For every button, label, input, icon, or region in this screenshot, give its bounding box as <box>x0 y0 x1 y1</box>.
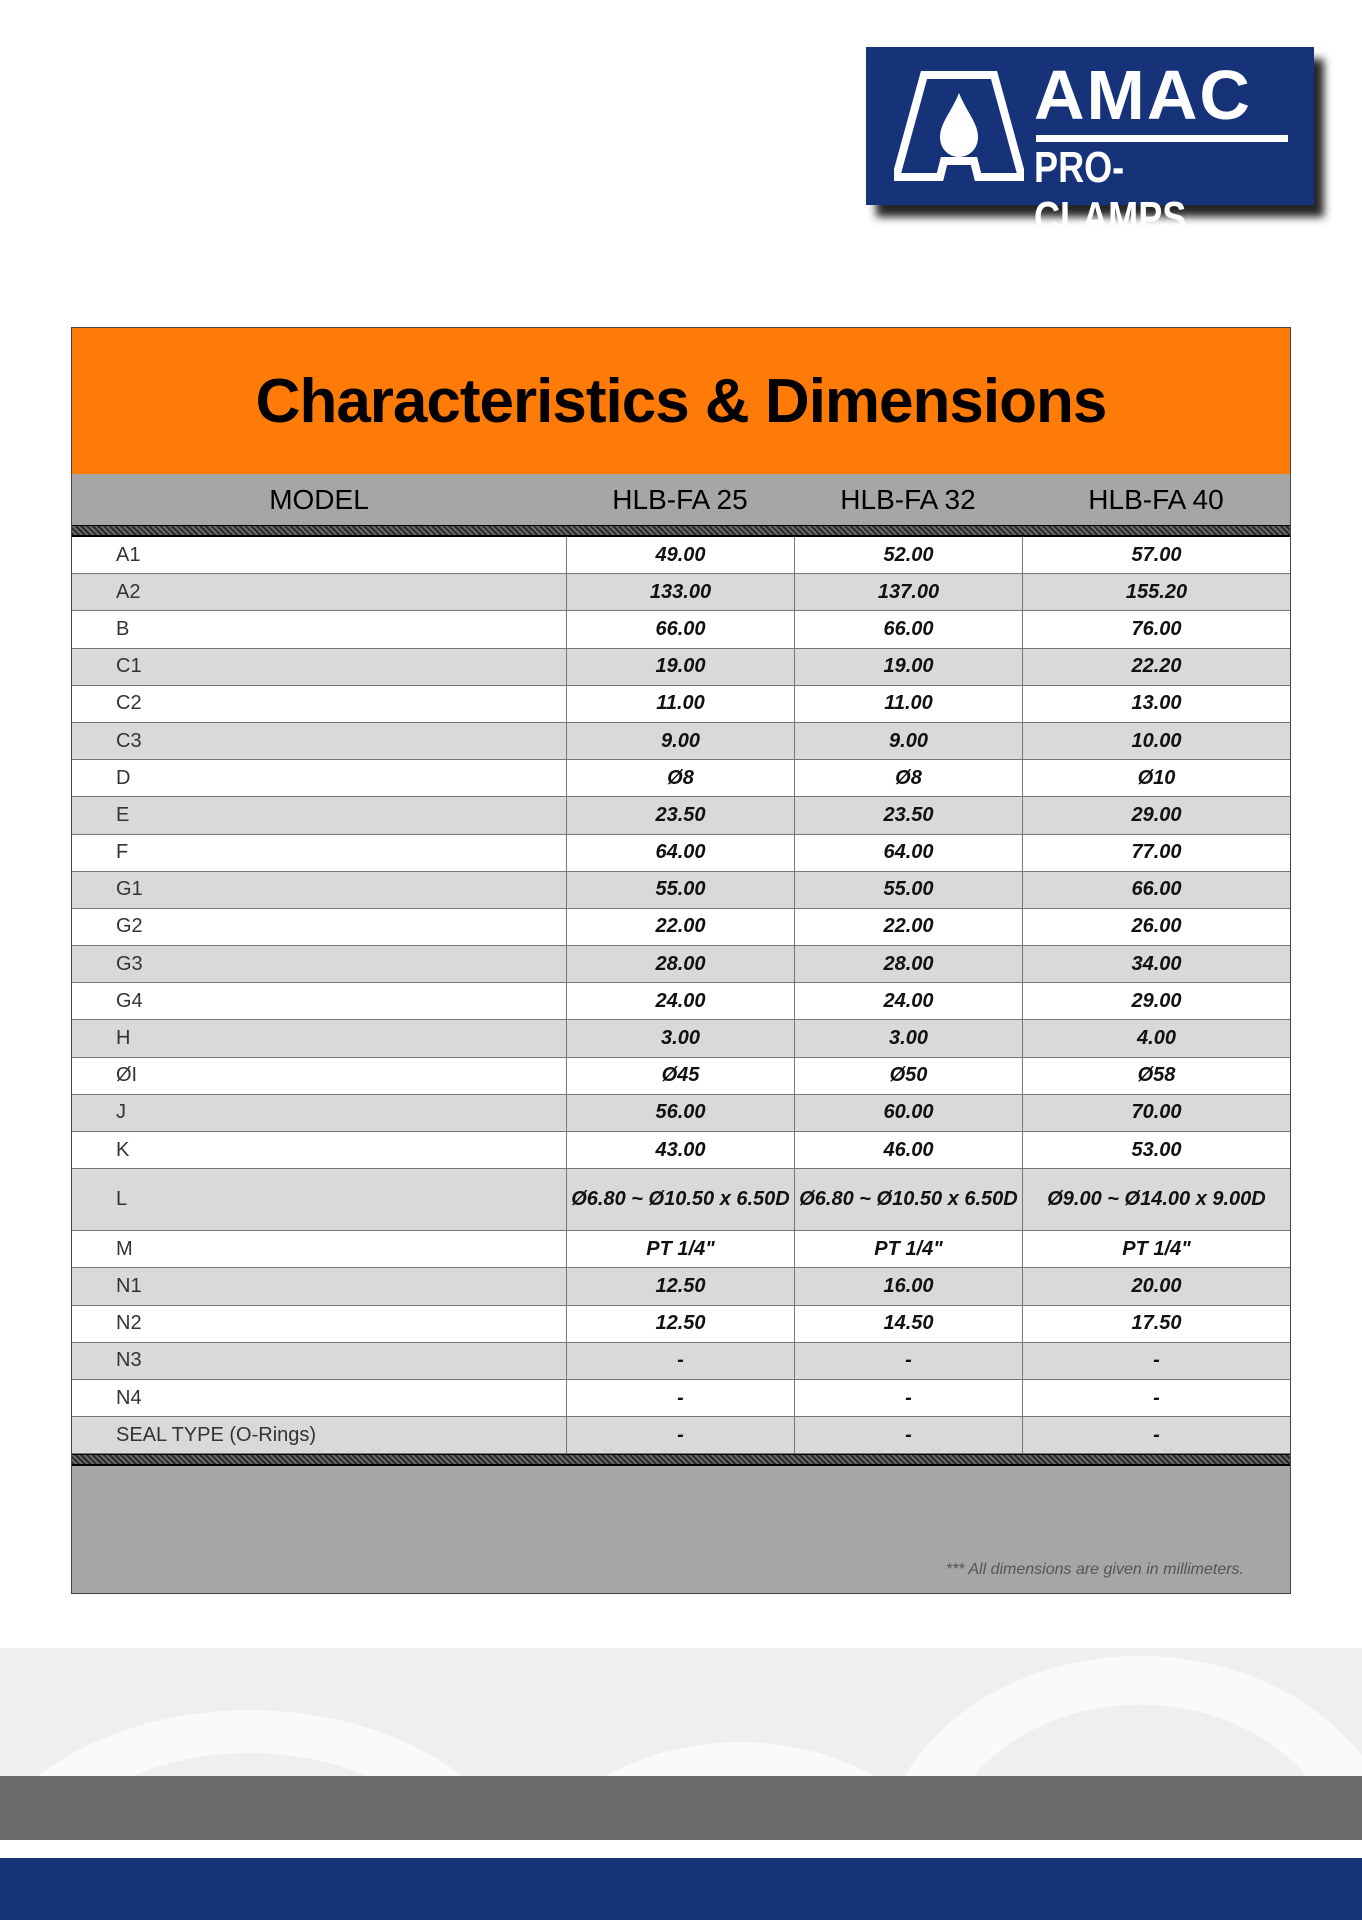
cell-value: 11.00 <box>794 686 1022 722</box>
cell-value: 29.00 <box>1022 983 1290 1019</box>
header-model: MODEL <box>269 483 369 515</box>
cell-value: Ø9.00 ~ Ø14.00 x 9.00D <box>1022 1169 1290 1230</box>
table-row <box>72 1169 1290 1231</box>
table-row <box>72 1380 1290 1417</box>
table-row <box>72 1095 1290 1132</box>
cell-value: 46.00 <box>794 1132 1022 1168</box>
header-col3: HLB-FA 40 <box>1088 483 1224 515</box>
row-label: N4 <box>116 1386 142 1409</box>
cell-value: 57.00 <box>1022 537 1290 573</box>
row-label: ØI <box>116 1064 138 1087</box>
row-label: SEAL TYPE (O-Rings) <box>116 1423 317 1446</box>
footer-navy-band <box>0 1858 1362 1920</box>
cell-value: 19.00 <box>566 649 794 685</box>
table-row <box>72 537 1290 574</box>
units-note: *** All dimensions are given in millimeters. <box>945 1561 1244 1579</box>
table-row <box>72 760 1290 797</box>
cell-value: 56.00 <box>566 1095 794 1131</box>
cell-value: 4.00 <box>1022 1020 1290 1056</box>
row-label: E <box>116 803 130 826</box>
cell-value: 77.00 <box>1022 835 1290 871</box>
cell-value: Ø10 <box>1022 760 1290 796</box>
cell-value: 28.00 <box>566 946 794 982</box>
cell-value: 49.00 <box>566 537 794 573</box>
cell-value: Ø50 <box>794 1058 1022 1094</box>
cell-value: 76.00 <box>1022 611 1290 647</box>
table-row <box>72 946 1290 983</box>
row-label: B <box>116 617 130 640</box>
header-col1: HLB-FA 25 <box>612 483 748 515</box>
table-row <box>72 574 1290 611</box>
logo-line1: AMAC <box>1034 56 1252 134</box>
cell-value: 66.00 <box>1022 872 1290 908</box>
row-label: K <box>116 1138 130 1161</box>
table-row <box>72 1306 1290 1343</box>
cell-value: 22.20 <box>1022 649 1290 685</box>
cell-value: 133.00 <box>566 574 794 610</box>
cell-value: - <box>566 1417 794 1453</box>
table-row <box>72 835 1290 872</box>
row-label: G4 <box>116 989 143 1012</box>
row-label: N2 <box>116 1312 142 1335</box>
cell-value: 43.00 <box>566 1132 794 1168</box>
drop-a-icon <box>894 71 1024 181</box>
table-row <box>72 797 1290 834</box>
table-row <box>72 611 1290 648</box>
cell-value: 137.00 <box>794 574 1022 610</box>
table-row <box>72 1268 1290 1305</box>
cell-value: 55.00 <box>566 872 794 908</box>
cell-value: 34.00 <box>1022 946 1290 982</box>
decorative-rings <box>0 1648 1362 1776</box>
row-label: G2 <box>116 915 143 938</box>
cell-value: 24.00 <box>566 983 794 1019</box>
cell-value: 52.00 <box>794 537 1022 573</box>
row-label: D <box>116 766 131 789</box>
table-row <box>72 1132 1290 1169</box>
cell-value: Ø8 <box>566 760 794 796</box>
table-row <box>72 872 1290 909</box>
row-label: J <box>116 1101 126 1124</box>
table-row <box>72 909 1290 946</box>
cell-value: - <box>1022 1343 1290 1379</box>
row-label: N1 <box>116 1274 142 1297</box>
table-row <box>72 1058 1290 1095</box>
cell-value: 16.00 <box>794 1268 1022 1304</box>
table-footer <box>72 1466 1290 1593</box>
cell-value: 22.00 <box>566 909 794 945</box>
logo-divider <box>1036 135 1288 142</box>
amac-logo <box>866 47 1314 242</box>
cell-value: 9.00 <box>794 723 1022 759</box>
table-body <box>72 537 1290 1454</box>
cell-value: Ø6.80 ~ Ø10.50 x 6.50D <box>794 1169 1022 1230</box>
cell-value: 60.00 <box>794 1095 1022 1131</box>
row-label: A2 <box>116 580 141 603</box>
cell-value: 66.00 <box>794 611 1022 647</box>
row-label: M <box>116 1237 133 1260</box>
table-row <box>72 723 1290 760</box>
row-label: N3 <box>116 1349 142 1372</box>
cell-value: 12.50 <box>566 1268 794 1304</box>
cell-value: 22.00 <box>794 909 1022 945</box>
cell-value: 3.00 <box>566 1020 794 1056</box>
cell-value: 3.00 <box>794 1020 1022 1056</box>
cell-value: - <box>794 1417 1022 1453</box>
table-row <box>72 1417 1290 1454</box>
cell-value: PT 1/4" <box>566 1231 794 1267</box>
row-label: G3 <box>116 952 143 975</box>
divider-stripe <box>72 1454 1290 1466</box>
row-label: H <box>116 1027 131 1050</box>
table-row <box>72 649 1290 686</box>
cell-value: - <box>794 1380 1022 1416</box>
cell-value: Ø8 <box>794 760 1022 796</box>
cell-value: - <box>566 1343 794 1379</box>
header-col2: HLB-FA 32 <box>840 483 976 515</box>
cell-value: 28.00 <box>794 946 1022 982</box>
row-label: L <box>116 1188 128 1211</box>
cell-value: - <box>566 1380 794 1416</box>
cell-value: 20.00 <box>1022 1268 1290 1304</box>
cell-value: 26.00 <box>1022 909 1290 945</box>
cell-value: 19.00 <box>794 649 1022 685</box>
cell-value: PT 1/4" <box>1022 1231 1290 1267</box>
table-row <box>72 686 1290 723</box>
row-label: A1 <box>116 543 141 566</box>
table-row <box>72 1020 1290 1057</box>
cell-value: 14.50 <box>794 1306 1022 1342</box>
table-row <box>72 1231 1290 1268</box>
row-label: F <box>116 841 129 864</box>
table-row <box>72 1343 1290 1380</box>
cell-value: Ø45 <box>566 1058 794 1094</box>
cell-value: 13.00 <box>1022 686 1290 722</box>
cell-value: 9.00 <box>566 723 794 759</box>
divider-stripe <box>72 525 1290 537</box>
cell-value: - <box>794 1343 1022 1379</box>
table-title: Characteristics & Dimensions <box>72 328 1290 474</box>
cell-value: 10.00 <box>1022 723 1290 759</box>
cell-value: 23.50 <box>794 797 1022 833</box>
cell-value: Ø6.80 ~ Ø10.50 x 6.50D <box>566 1169 794 1230</box>
table-row <box>72 983 1290 1020</box>
row-label: C1 <box>116 655 142 678</box>
cell-value: Ø58 <box>1022 1058 1290 1094</box>
dimensions-table <box>71 327 1291 1594</box>
cell-value: 64.00 <box>794 835 1022 871</box>
cell-value: PT 1/4" <box>794 1231 1022 1267</box>
cell-value: 66.00 <box>566 611 794 647</box>
cell-value: 55.00 <box>794 872 1022 908</box>
row-label: G1 <box>116 878 143 901</box>
cell-value: - <box>1022 1380 1290 1416</box>
cell-value: 64.00 <box>566 835 794 871</box>
cell-value: 53.00 <box>1022 1132 1290 1168</box>
cell-value: 29.00 <box>1022 797 1290 833</box>
cell-value: 17.50 <box>1022 1306 1290 1342</box>
cell-value: - <box>1022 1417 1290 1453</box>
cell-value: 24.00 <box>794 983 1022 1019</box>
logo-line2: PRO-CLAMPS <box>1034 143 1187 242</box>
table-header <box>72 474 1290 525</box>
cell-value: 12.50 <box>566 1306 794 1342</box>
cell-value: 11.00 <box>566 686 794 722</box>
footer-gray-band <box>0 1776 1362 1840</box>
cell-value: 23.50 <box>566 797 794 833</box>
cell-value: 155.20 <box>1022 574 1290 610</box>
cell-value: 70.00 <box>1022 1095 1290 1131</box>
row-label: C2 <box>116 692 142 715</box>
row-label: C3 <box>116 729 142 752</box>
